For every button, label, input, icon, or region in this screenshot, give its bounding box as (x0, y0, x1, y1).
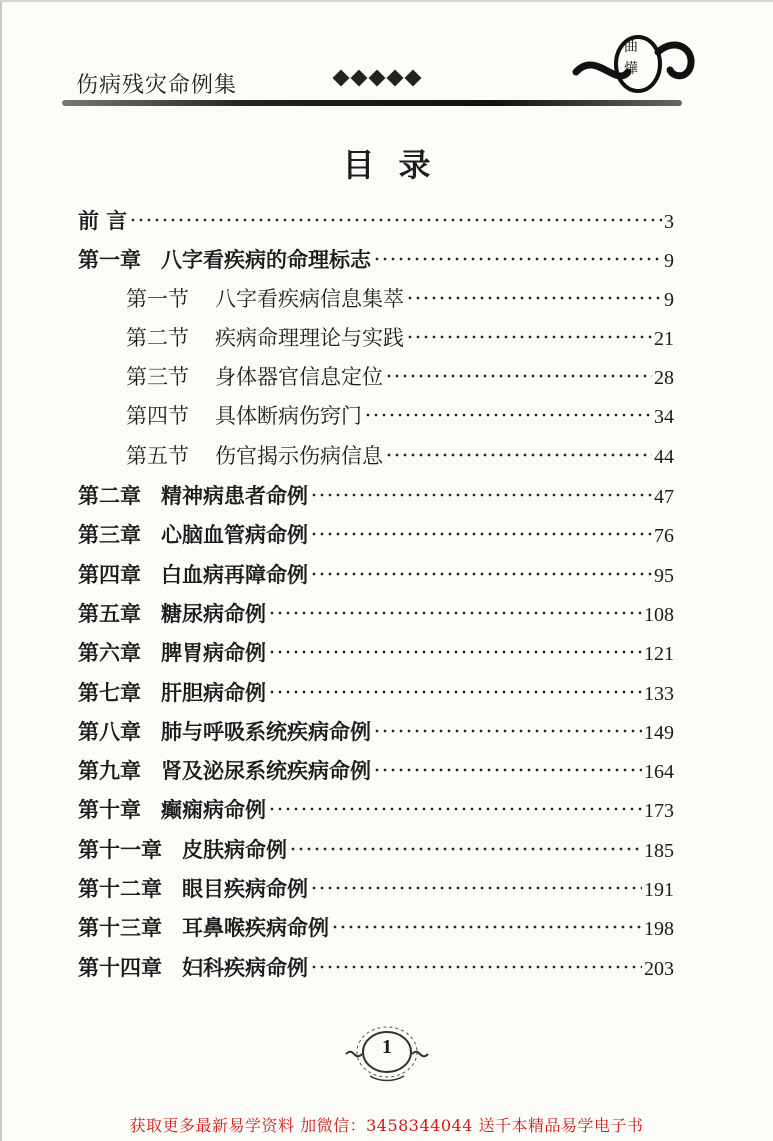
toc-leader-dots (268, 807, 642, 811)
toc-section-row (78, 437, 674, 476)
toc-entry-number: 第十一章 (78, 836, 162, 862)
toc-page-number: 133 (644, 682, 674, 705)
book-title: 伤病残灾命例集 (76, 73, 238, 98)
toc-entry-title: 伤官揭示伤病信息 (215, 443, 383, 468)
toc-entry-label (78, 948, 308, 987)
toc-entry-label (126, 280, 404, 319)
table-of-contents (78, 201, 674, 987)
toc-leader-dots (331, 925, 642, 929)
toc-entry-number: 第八章 (78, 718, 141, 744)
toc-entry-label (78, 633, 266, 672)
toc-entry-label (78, 908, 329, 947)
toc-entry-number: 第六章 (78, 640, 141, 666)
toc-leader-dots (385, 374, 652, 378)
toc-entry-number: 第二节 (126, 325, 189, 350)
header-rule (62, 100, 682, 106)
toc-page-number: 3 (664, 211, 674, 233)
toc-entry-title: 八字看疾病信息集萃 (215, 286, 404, 311)
toc-section-row (78, 358, 674, 397)
toc-entry-title: 疾病命理理论与实践 (215, 325, 404, 350)
toc-heading: 目录 (342, 146, 455, 184)
toc-entry-label (126, 437, 383, 476)
toc-leader-dots (373, 729, 642, 733)
toc-page-number: 21 (654, 327, 674, 350)
toc-page-number: 9 (664, 288, 674, 311)
toc-entry-title: 眼目疾病命例 (182, 876, 308, 902)
toc-leader-dots (406, 296, 662, 300)
diamond-icon (387, 70, 404, 87)
footer-note: 获取更多最新易学资料 加微信：3458344044 送千本精品易学电子书 (129, 1116, 644, 1135)
toc-entry-label (78, 476, 308, 515)
toc-entry-label (78, 869, 308, 908)
toc-leader-dots (310, 965, 642, 969)
toc-chapter-row (78, 594, 674, 633)
toc-entry-number: 第五章 (78, 600, 141, 626)
diamond-icon (351, 70, 368, 87)
toc-entry-label (78, 790, 266, 829)
toc-page-number: 47 (654, 486, 674, 509)
toc-page-number: 95 (654, 564, 674, 587)
toc-leader-dots (364, 413, 652, 417)
toc-entry-title: 肾及泌尿系统疾病命例 (161, 758, 371, 784)
toc-chapter-row (78, 515, 674, 554)
toc-entry-label (78, 515, 308, 554)
toc-entry-title: 心脑血管病命例 (161, 522, 308, 548)
toc-page-number: 203 (644, 957, 674, 980)
toc-entry-title: 糖尿病命例 (161, 600, 266, 626)
toc-leader-dots (373, 768, 642, 772)
toc-entry-number: 第十四章 (78, 954, 162, 980)
toc-section-row (78, 397, 674, 436)
diamond-icon (405, 70, 422, 87)
toc-page-number: 173 (644, 800, 674, 823)
toc-chapter-row (78, 633, 674, 672)
toc-entry-title: 肝胆病命例 (161, 679, 266, 705)
toc-entry-label (126, 397, 362, 436)
toc-entry-number: 第二章 (78, 483, 141, 509)
toc-page-number: 198 (644, 918, 674, 941)
toc-chapter-row (78, 869, 674, 908)
toc-leader-dots (310, 886, 642, 890)
toc-entry-number: 第一章 (78, 247, 141, 273)
toc-entry-title: 皮肤病命例 (182, 836, 287, 862)
toc-page-number: 108 (644, 603, 674, 626)
toc-page-number: 34 (654, 406, 674, 429)
toc-leader-dots (310, 572, 652, 576)
toc-entry-title: 精神病患者命例 (161, 483, 308, 509)
toc-entry-title: 肺与呼吸系统疾病命例 (161, 718, 371, 744)
toc-leader-dots (268, 690, 642, 694)
toc-leader-dots (310, 532, 652, 536)
toc-entry-number: 第十三章 (78, 915, 162, 941)
toc-chapter-row (78, 673, 674, 712)
toc-page-number: 76 (654, 525, 674, 548)
diamond-icon (369, 70, 386, 87)
toc-entry-label (78, 751, 371, 790)
toc-entry-number: 第三章 (78, 522, 141, 548)
toc-entry-title: 妇科疾病命例 (182, 954, 308, 980)
toc-entry-title: 身体器官信息定位 (215, 365, 383, 390)
toc-chapter-row (78, 790, 674, 829)
toc-entry-number: 第九章 (78, 758, 141, 784)
toc-chapter-row (78, 555, 674, 594)
toc-page-number: 149 (644, 721, 674, 744)
toc-entry-label (78, 555, 308, 594)
toc-entry-number: 第三节 (126, 365, 189, 390)
toc-entry-title: 癫痫病命例 (161, 797, 266, 823)
toc-entry-number: 前 言 (78, 208, 128, 233)
toc-chapter-row (78, 751, 674, 790)
toc-page-number: 28 (654, 367, 674, 390)
toc-leader-dots (310, 493, 652, 497)
toc-entry-label (78, 712, 371, 751)
toc-leader-dots (373, 257, 662, 261)
toc-page-number: 191 (644, 879, 674, 902)
toc-leader-dots (129, 218, 662, 222)
toc-section-row (78, 319, 674, 358)
toc-chapter-row (78, 240, 674, 279)
toc-page-number: 9 (664, 250, 674, 273)
toc-entry-number: 第一节 (126, 286, 189, 311)
toc-entry-number: 第十二章 (78, 876, 162, 902)
toc-chapter-row (78, 476, 674, 515)
toc-page-number: 164 (644, 761, 674, 784)
toc-section-row (78, 280, 674, 319)
toc-leader-dots (268, 650, 642, 654)
toc-page-number: 185 (644, 839, 674, 862)
toc-entry-title: 脾胃病命例 (161, 640, 266, 666)
toc-entry-title: 白血病再障命例 (161, 561, 308, 587)
toc-leader-dots (268, 611, 642, 615)
toc-entry-number: 第四节 (126, 404, 189, 429)
toc-chapter-row (78, 948, 674, 987)
toc-entry-title: 具体断病伤窍门 (215, 404, 362, 429)
toc-chapter-row (78, 712, 674, 751)
toc-entry-number: 第四章 (78, 561, 141, 587)
toc-leader-dots (406, 335, 652, 339)
page-number: 1 (382, 1036, 392, 1058)
toc-leader-dots (385, 453, 652, 457)
toc-chapter-row (78, 830, 674, 869)
toc-page-number: 44 (654, 445, 674, 468)
toc-chapter-row (78, 908, 674, 947)
toc-entry-label (78, 240, 371, 279)
toc-page-number: 121 (644, 643, 674, 666)
toc-entry-label (78, 830, 287, 869)
running-header (0, 0, 773, 120)
toc-entry-title: 耳鼻喉疾病命例 (182, 915, 329, 941)
toc-entry-label (78, 594, 266, 633)
toc-entry-title: 八字看疾病的命理标志 (161, 247, 371, 273)
toc-chapter-row (78, 201, 674, 240)
toc-entry-number: 第五节 (126, 443, 189, 468)
toc-entry-label (78, 673, 266, 712)
toc-entry-number: 第十章 (78, 797, 141, 823)
toc-entry-label (126, 319, 404, 358)
diamond-ornament (335, 72, 419, 84)
toc-entry-label (126, 358, 383, 397)
toc-entry-number: 第七章 (78, 679, 141, 705)
toc-entry-label (78, 201, 127, 240)
logo-text: 曲燁 (624, 39, 638, 77)
diamond-icon (333, 70, 350, 87)
toc-leader-dots (289, 847, 642, 851)
